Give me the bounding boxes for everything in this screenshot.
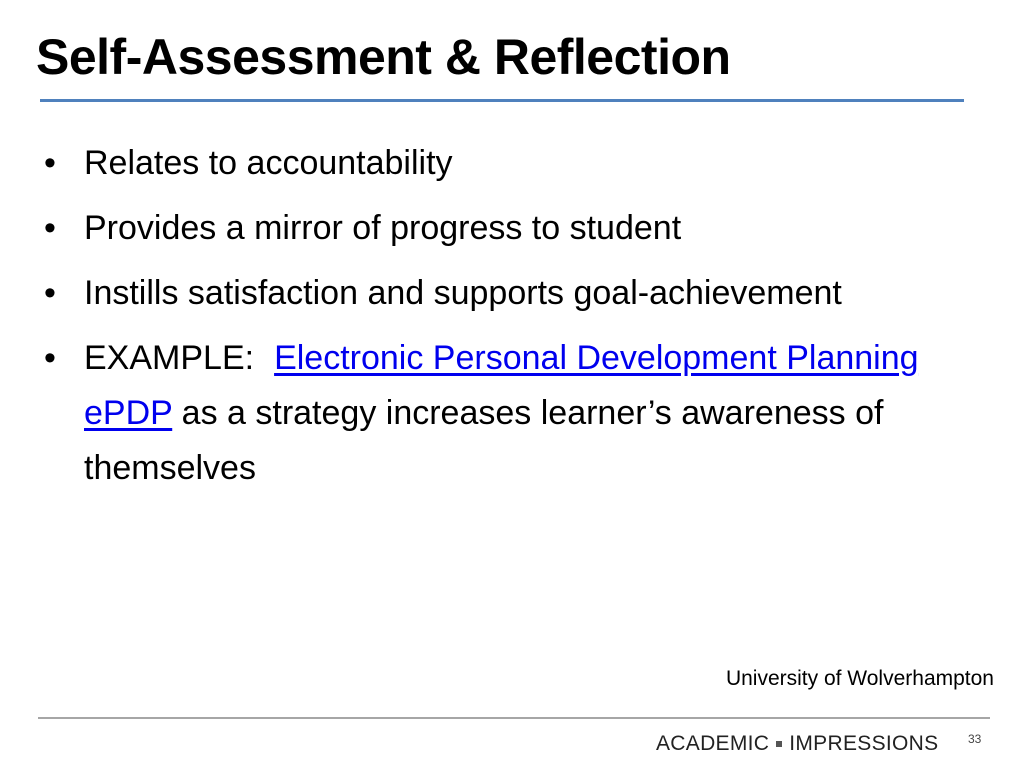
title-underline bbox=[40, 99, 964, 102]
bullet-text: Provides a mirror of progress to student bbox=[84, 209, 682, 247]
example-text: as a strategy increases learner’s awareness of themselves bbox=[84, 394, 884, 487]
slide-title: Self-Assessment & Reflection bbox=[36, 29, 731, 85]
bullet-item-example bbox=[40, 331, 960, 496]
bullet-icon: • bbox=[44, 274, 56, 312]
logo-word-impressions: IMPRESSIONS bbox=[789, 732, 939, 755]
page-number: 33 bbox=[968, 732, 982, 746]
bullet-icon: • bbox=[44, 209, 56, 247]
bullet-icon: • bbox=[44, 339, 56, 377]
footer-divider bbox=[38, 717, 990, 719]
bullet-item-satisfaction bbox=[40, 266, 960, 321]
bullet-icon: • bbox=[44, 144, 56, 182]
bullet-list bbox=[40, 136, 960, 506]
bullet-text: Relates to accountability bbox=[84, 144, 453, 182]
source-attribution: University of Wolverhampton bbox=[725, 667, 994, 690]
bullet-item-accountability bbox=[40, 136, 960, 191]
logo-word-academic: ACADEMIC bbox=[656, 732, 770, 755]
example-label: EXAMPLE: bbox=[84, 339, 255, 377]
logo-separator-icon bbox=[776, 741, 782, 747]
epdp-link[interactable]: Electronic Personal Development Planning ePDP bbox=[84, 339, 919, 432]
bullet-text: Instills satisfaction and supports goal-achievement bbox=[84, 274, 842, 312]
academic-impressions-logo bbox=[656, 731, 938, 757]
bullet-item-mirror bbox=[40, 201, 960, 256]
